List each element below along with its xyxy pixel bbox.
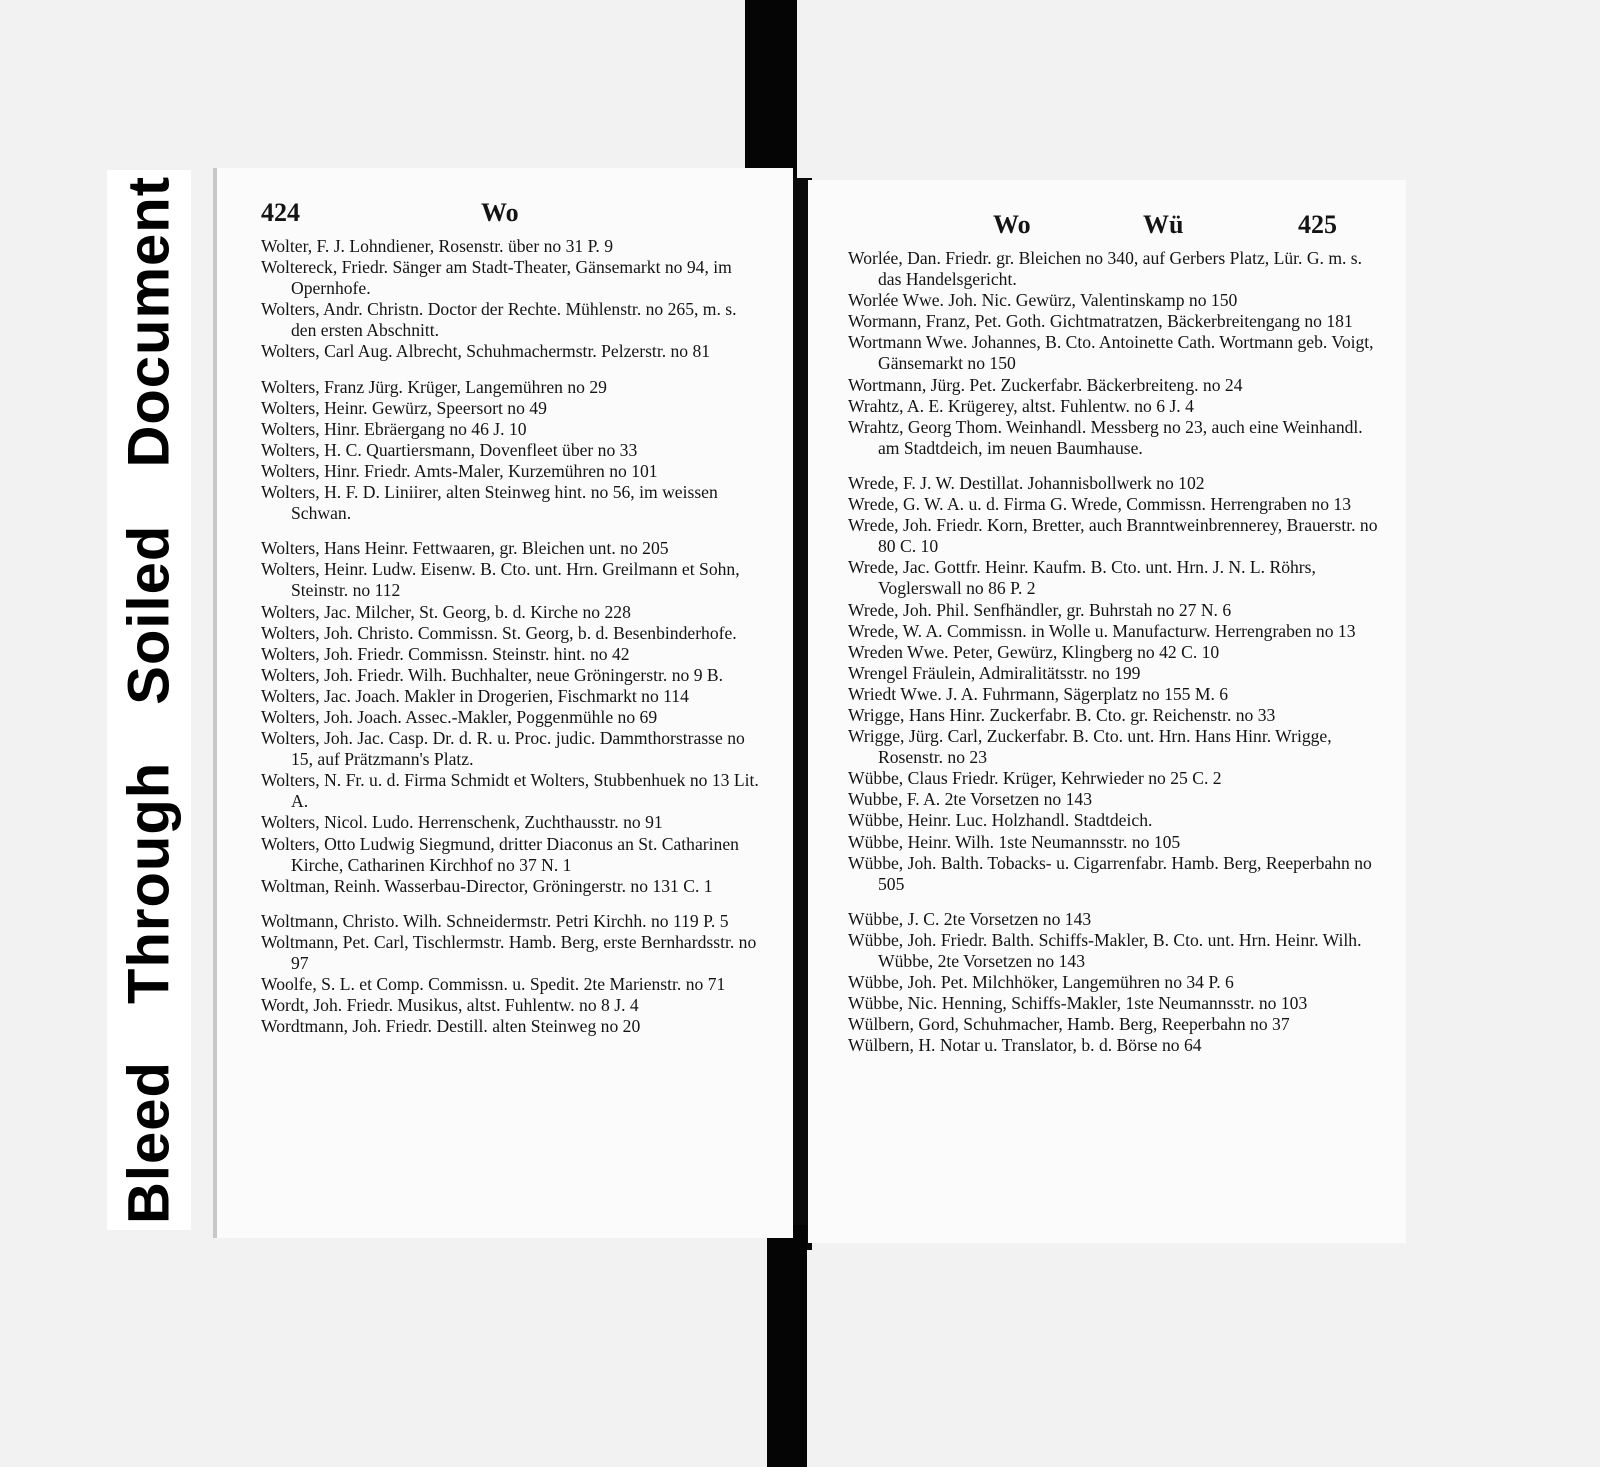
directory-entry: Wolters, H. F. D. Liniirer, alten Steinweg hint. no 56, im weissen Schwan. bbox=[261, 482, 718, 524]
directory-entry: Woolfe, S. L. et Comp. Commissn. u. Spedit. 2te Marienstr. no 71 bbox=[261, 974, 726, 995]
directory-entry: Woltmann, Christo. Wilh. Schneidermstr. Petri Kirchh. no 119 P. 5 bbox=[261, 910, 729, 931]
directory-entry: Wortmann Wwe. Johannes, B. Cto. Antoinette Cath. Wortmann geb. Voigt, Gänsemarkt no 150 bbox=[848, 332, 1374, 374]
directory-entry: Wübbe, Claus Friedr. Krüger, Kehrwieder no 25 C. 2 bbox=[848, 768, 1222, 789]
directory-entry: Wübbe, Nic. Henning, Schiffs-Makler, 1ste Neumannsstr. no 103 bbox=[848, 993, 1308, 1014]
left-page-heading: Wo bbox=[481, 198, 519, 227]
directory-entry: Wordt, Joh. Friedr. Musikus, altst. Fuhlentw. no 8 J. 4 bbox=[261, 995, 639, 1016]
directory-entry: Wülbern, H. Notar u. Translator, b. d. Börse no 64 bbox=[848, 1035, 1202, 1056]
directory-entry: Wordtmann, Joh. Friedr. Destill. alten Steinweg no 20 bbox=[261, 1016, 641, 1037]
directory-entry: Wrede, Joh. Friedr. Korn, Bretter, auch Branntweinbrennerey, Brauerstr. no 80 C. 10 bbox=[848, 515, 1378, 557]
left-page-number: 424 bbox=[261, 198, 300, 227]
right-running-head bbox=[848, 210, 1386, 244]
directory-entry: Wrede, W. A. Commissn. in Wolle u. Manufacturw. Herrengraben no 13 bbox=[848, 620, 1356, 641]
directory-entry: Worlée, Dan. Friedr. gr. Bleichen no 340, auf Gerbers Platz, Lür. G. m. s. das Handelsgericht. bbox=[848, 248, 1363, 290]
side-label: Bleed Through Soiled Document bbox=[116, 175, 182, 1225]
directory-entry: Woltmann, Pet. Carl, Tischlermstr. Hamb. Berg, erste Bernhardsstr. no 97 bbox=[261, 931, 757, 973]
directory-entry: Wolters, Joh. Friedr. Commissn. Steinstr. hint. no 42 bbox=[261, 643, 630, 664]
directory-entry: Woltman, Reinh. Wasserbau-Director, Gröningerstr. no 131 C. 1 bbox=[261, 875, 713, 896]
directory-entry: Wrigge, Jürg. Carl, Zuckerfabr. B. Cto. unt. Hrn. Hans Hinr. Wrigge, Rosenstr. no 23 bbox=[848, 726, 1332, 768]
directory-entry: Wrede, Jac. Gottfr. Heinr. Kaufm. B. Cto. unt. Hrn. J. N. L. Röhrs, Voglerswall no 86 P. 2 bbox=[848, 557, 1316, 599]
binding-tape-top bbox=[745, 0, 797, 190]
directory-entry: Wolters, Andr. Christn. Doctor der Rechte. Mühlenstr. no 265, m. s. den ersten Abschnitt. bbox=[261, 299, 737, 341]
directory-entry: Wrede, F. J. W. Destillat. Johannisbollwerk no 102 bbox=[848, 472, 1205, 493]
right-page-heading-left: Wo bbox=[993, 210, 1031, 239]
left-entry-list bbox=[261, 236, 763, 1037]
directory-entry: Wrahtz, A. E. Krügerey, altst. Fuhlentw. no 6 J. 4 bbox=[848, 395, 1194, 416]
directory-entry: Wolters, Hans Heinr. Fettwaaren, gr. Bleichen unt. no 205 bbox=[261, 538, 669, 559]
directory-entry: Wübbe, Heinr. Luc. Holzhandl. Stadtdeich. bbox=[848, 810, 1153, 831]
right-page-heading-right: Wü bbox=[1143, 210, 1184, 239]
left-page bbox=[213, 168, 793, 1238]
directory-entry: Wrengel Fräulein, Admiralitätsstr. no 199 bbox=[848, 662, 1141, 683]
directory-entry: Wormann, Franz, Pet. Goth. Gichtmatratzen, Bäckerbreitengang no 181 bbox=[848, 311, 1353, 332]
directory-entry: Wübbe, Joh. Pet. Milchhöker, Langemühren no 34 P. 6 bbox=[848, 972, 1234, 993]
left-running-head bbox=[261, 198, 763, 232]
directory-entry: Wrede, G. W. A. u. d. Firma G. Wrede, Commissn. Herrengraben no 13 bbox=[848, 494, 1352, 515]
binding-tape-bottom bbox=[767, 1225, 807, 1467]
directory-entry: Wübbe, Heinr. Wilh. 1ste Neumannsstr. no 105 bbox=[848, 831, 1181, 852]
directory-entry: Wubbe, F. A. 2te Vorsetzen no 143 bbox=[848, 789, 1093, 810]
directory-entry: Worlée Wwe. Joh. Nic. Gewürz, Valentinskamp no 150 bbox=[848, 290, 1238, 311]
right-entry-list bbox=[848, 248, 1386, 1056]
directory-entry: Wolters, Jac. Joach. Makler in Drogerien, Fischmarkt no 114 bbox=[261, 685, 689, 706]
directory-entry: Wolters, Jac. Milcher, St. Georg, b. d. Kirche no 228 bbox=[261, 601, 631, 622]
directory-entry: Wortmann, Jürg. Pet. Zuckerfabr. Bäckerbreiteng. no 24 bbox=[848, 374, 1243, 395]
directory-entry: Woltereck, Friedr. Sänger am Stadt-Theater, Gänsemarkt no 94, im Opernhofe. bbox=[261, 257, 732, 299]
directory-entry: Wülbern, Gord, Schuhmacher, Hamb. Berg, Reeperbahn no 37 bbox=[848, 1014, 1290, 1035]
directory-entry: Wolters, Hinr. Friedr. Amts-Maler, Kurzemühren no 101 bbox=[261, 460, 658, 481]
directory-entry: Wrigge, Hans Hinr. Zuckerfabr. B. Cto. gr. Reichenstr. no 33 bbox=[848, 704, 1276, 725]
directory-entry: Wolters, N. Fr. u. d. Firma Schmidt et Wolters, Stubbenhuek no 13 Lit. A. bbox=[261, 770, 759, 812]
directory-entry: Wrede, Joh. Phil. Senfhändler, gr. Buhrstah no 27 N. 6 bbox=[848, 599, 1232, 620]
directory-entry: Wolters, Otto Ludwig Siegmund, dritter Diaconus an St. Catharinen Kirche, Catharinen Kirchhof no 37 N. 1 bbox=[261, 833, 739, 875]
directory-entry: Wolters, Joh. Christo. Commissn. St. Georg, b. d. Besenbinderhofe. bbox=[261, 622, 737, 643]
directory-entry: Wolters, Nicol. Ludo. Herrenschenk, Zuchthausstr. no 91 bbox=[261, 812, 663, 833]
directory-entry: Wolters, Hinr. Ebräergang no 46 J. 10 bbox=[261, 418, 527, 439]
directory-entry: Wolters, Heinr. Ludw. Eisenw. B. Cto. unt. Hrn. Greilmann et Sohn, Steinstr. no 112 bbox=[261, 559, 740, 601]
directory-entry: Wolters, Franz Jürg. Krüger, Langemühren no 29 bbox=[261, 376, 607, 397]
directory-entry: Wolters, Joh. Joach. Assec.-Makler, Poggenmühle no 69 bbox=[261, 706, 658, 727]
right-page bbox=[808, 180, 1406, 1243]
directory-entry: Wolters, Joh. Jac. Casp. Dr. d. R. u. Proc. judic. Dammthorstrasse no 15, auf Prätzmann's Platz. bbox=[261, 728, 745, 770]
directory-entry: Wübbe, J. C. 2te Vorsetzen no 143 bbox=[848, 908, 1092, 929]
directory-entry: Wreden Wwe. Peter, Gewürz, Klingberg no 42 C. 10 bbox=[848, 641, 1220, 662]
right-page-number: 425 bbox=[1298, 210, 1337, 239]
directory-entry: Wübbe, Joh. Friedr. Balth. Schiffs-Makler, B. Cto. unt. Hrn. Heinr. Wilh. Wübbe, 2te Vorsetzen no 143 bbox=[848, 929, 1362, 971]
directory-entry: Wolter, F. J. Lohndiener, Rosenstr. über no 31 P. 9 bbox=[261, 236, 614, 256]
directory-entry: Wübbe, Joh. Balth. Tobacks- u. Cigarrenfabr. Hamb. Berg, Reeperbahn no 505 bbox=[848, 852, 1372, 894]
directory-entry: Wolters, H. C. Quartiersmann, Dovenfleet über no 33 bbox=[261, 439, 638, 460]
directory-entry: Wolters, Joh. Friedr. Wilh. Buchhalter, neue Gröningerstr. no 9 B. bbox=[261, 664, 724, 685]
directory-entry: Wolters, Heinr. Gewürz, Speersort no 49 bbox=[261, 397, 547, 418]
directory-entry: Wriedt Wwe. J. A. Fuhrmann, Sägerplatz no 155 M. 6 bbox=[848, 683, 1229, 704]
directory-entry: Wrahtz, Georg Thom. Weinhandl. Messberg no 23, auch eine Weinhandl. am Stadtdeich, im neuen Baumhause. bbox=[848, 416, 1363, 458]
directory-entry: Wolters, Carl Aug. Albrecht, Schuhmachermstr. Pelzerstr. no 81 bbox=[261, 341, 711, 362]
